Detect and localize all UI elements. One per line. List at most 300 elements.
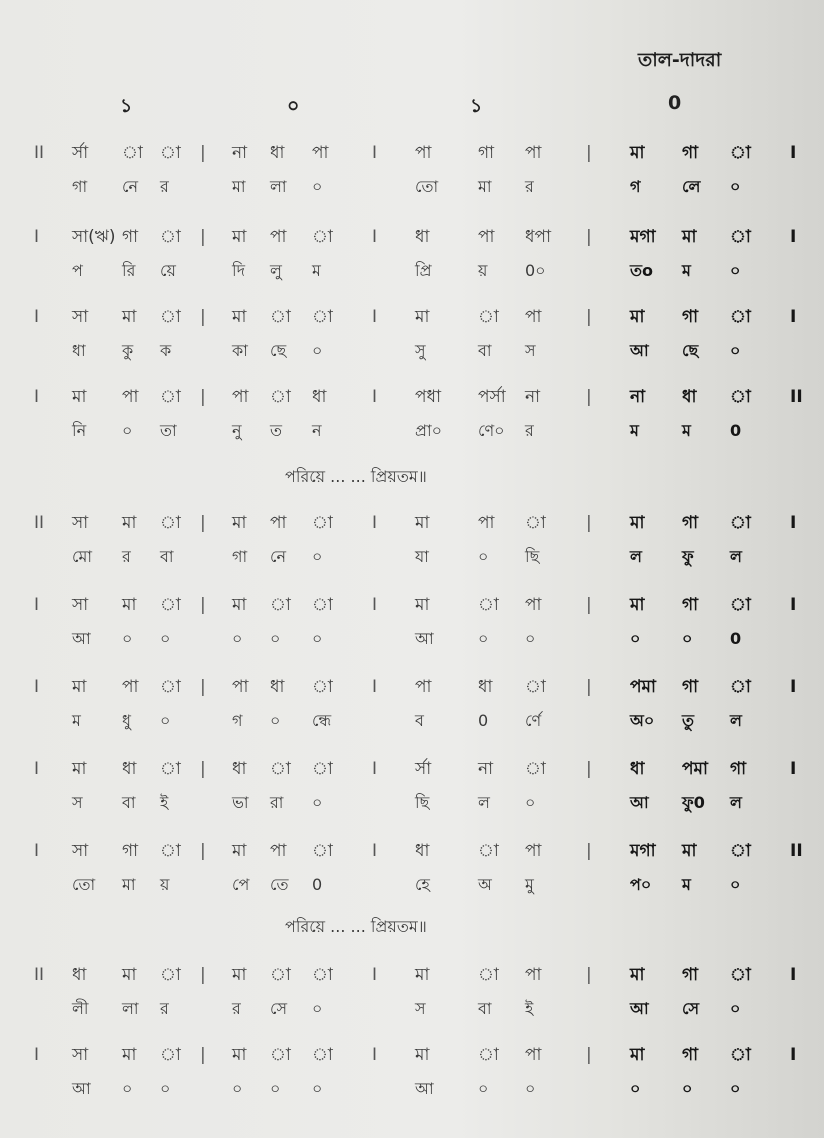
lyric-syllable: ০ [630,1079,641,1098]
swara-row [0,302,824,332]
swara-note: া [312,759,333,779]
lyric-syllable: ল [730,547,742,566]
interlude-text: পরিয়ে ... ... প্রিয়তম॥ [285,917,427,936]
lyric-syllable: য় [160,875,170,894]
lyric-syllable: 0 [730,629,742,648]
lyric-syllable: ০ [478,629,489,648]
bar-marker: | [586,307,592,327]
lyric-syllable: লা [270,177,287,196]
line-start-marker: II [34,143,45,163]
swara-note: মা [72,759,87,779]
lyric-syllable: গা [232,547,248,566]
lyric-syllable: ছে [270,341,287,360]
swara-note: ধা [270,677,285,697]
lyric-row [0,870,824,900]
swara-note: পা [525,841,542,861]
swara-note: মা [232,841,247,861]
swara-note: ধা [232,759,247,779]
swara-note: া [270,1045,291,1065]
lyric-syllable: তু [682,711,695,730]
beat-mark: ০ [287,95,300,117]
lyric-row [0,706,824,736]
swara-row [0,960,824,990]
swara-note: া [160,759,181,779]
lyric-syllable: ০ [312,341,323,360]
swara-note: মা [630,595,645,615]
bar-marker: I [372,1045,378,1065]
lyric-syllable: 0 [730,421,742,440]
swara-note: া [478,841,499,861]
swara-note: া [730,143,751,163]
interlude-text: পরিয়ে ... ... প্রিয়তম॥ [285,467,427,486]
swara-note: া [312,227,333,247]
line-end-marker: I [790,307,797,327]
lyric-syllable: ০ [312,1079,323,1098]
swara-note: পা [270,841,287,861]
lyric-syllable: যা [415,547,429,566]
notation-line [0,960,824,1040]
swara-note: গা [682,143,699,163]
line-start-marker: I [34,595,40,615]
swara-note: া [730,1045,751,1065]
swara-note: া [312,841,333,861]
beat-mark: 0 [668,92,682,114]
line-end-marker: II [790,387,803,407]
swara-note: ধা [630,759,645,779]
lyric-syllable: ০ [525,793,536,812]
swara-note: পা [525,1045,542,1065]
swara-note: মা [682,227,697,247]
swara-note: া [730,841,751,861]
lyric-syllable: র [160,999,169,1018]
swara-note: া [312,1045,333,1065]
lyric-syllable: ০ [730,341,741,360]
lyric-syllable: ০ [122,629,133,648]
notation-line [0,138,824,218]
swara-note: া [312,595,333,615]
lyric-syllable: প [72,261,83,280]
swara-row [0,754,824,784]
lyric-syllable: ০ [160,711,171,730]
bar-marker: | [200,227,206,247]
lyric-syllable: র [525,421,534,440]
lyric-syllable: ০ [122,1079,133,1098]
swara-note: পা [525,965,542,985]
lyric-syllable: ০ [630,629,641,648]
swara-note: পর্সা [478,387,506,407]
swara-note: মা [72,387,87,407]
swara-note: া [730,965,751,985]
swara-note: পা [478,227,495,247]
swara-note: পা [478,513,495,533]
swara-note: পা [525,307,542,327]
bar-marker: | [200,143,206,163]
swara-row [0,590,824,620]
swara-note: া [312,513,333,533]
swara-note: পা [415,677,432,697]
notation-line [0,590,824,670]
line-start-marker: I [34,1045,40,1065]
swara-note: া [525,513,546,533]
swara-note: পা [122,387,139,407]
swara-note: মা [415,595,430,615]
swara-note: পা [312,143,329,163]
line-end-marker: I [790,677,797,697]
swara-row [0,672,824,702]
swara-note: মা [232,965,247,985]
tala-heading: তাল-দাদরা [638,49,722,71]
bar-marker: | [200,307,206,327]
lyric-syllable: পে [232,875,250,894]
lyric-syllable: ব [415,711,424,730]
swara-note: পমা [682,759,708,779]
swara-note: া [478,307,499,327]
lyric-syllable: ল [478,793,490,812]
lyric-syllable: আ [415,1079,434,1098]
swara-note: া [730,307,751,327]
lyric-syllable: ম [682,875,691,894]
bar-marker: | [586,227,592,247]
lyric-syllable: য় [478,261,488,280]
swara-note: পা [525,595,542,615]
bar-marker: I [372,227,378,247]
lyric-syllable: গা [72,177,88,196]
line-end-marker: II [790,841,803,861]
swara-note: মগা [630,227,656,247]
swara-note: মা [415,1045,430,1065]
lyric-syllable: ফু0 [682,793,705,812]
swara-note: মা [122,307,137,327]
lyric-syllable: কু [122,341,134,360]
swara-note: মা [122,1045,137,1065]
swara-note: া [160,965,181,985]
swara-note: া [312,307,333,327]
swara-note: মা [682,841,697,861]
lyric-syllable: গ [232,711,243,730]
swara-row [0,836,824,866]
swara-note: গা [730,759,747,779]
lyric-syllable: ০ [312,999,323,1018]
bar-marker: | [586,677,592,697]
swara-note: মা [232,307,247,327]
lyric-syllable: সে [682,999,700,1018]
swara-note: া [730,677,751,697]
swara-note: ধা [72,965,87,985]
lyric-syllable: নু [232,421,242,440]
lyric-syllable: ল [730,793,742,812]
line-start-marker: II [34,965,45,985]
lyric-syllable: তো [415,177,439,196]
swara-note: মা [232,513,247,533]
swara-note: া [270,595,291,615]
line-end-marker: I [790,759,797,779]
lyric-syllable: আ [72,629,91,648]
bar-marker: | [586,513,592,533]
lyric-syllable: ম [682,421,691,440]
swara-note: গা [682,1045,699,1065]
bar-marker: | [200,595,206,615]
lyric-syllable: ০ [730,999,741,1018]
line-end-marker: I [790,965,797,985]
bar-marker: | [586,965,592,985]
lyric-syllable: বা [160,547,174,566]
lyric-syllable: ধা [72,341,86,360]
lyric-syllable: ম [72,711,81,730]
lyric-syllable: লী [72,999,89,1018]
swara-note: ধা [682,387,697,407]
lyric-syllable: তে [270,875,289,894]
swara-note: া [122,143,143,163]
line-end-marker: I [790,227,797,247]
lyric-syllable: ছে [682,341,699,360]
line-end-marker: I [790,513,797,533]
swara-note: র্সা [72,143,89,163]
lyric-syllable: হে [415,875,430,894]
lyric-syllable: ০ [478,1079,489,1098]
lyric-syllable: ভা [232,793,249,812]
lyric-syllable: য়ে [160,261,176,280]
lyric-row [0,1074,824,1104]
swara-note: মা [122,965,137,985]
lyric-syllable: ম [630,421,639,440]
swara-note: সা [72,595,89,615]
swara-note: সা [72,307,89,327]
swara-note: পা [525,143,542,163]
beat-mark: ১ [470,95,483,117]
lyric-syllable: মা [232,177,246,196]
lyric-row [0,788,824,818]
line-start-marker: I [34,677,40,697]
swara-note: সা [72,1045,89,1065]
swara-note: না [232,143,248,163]
line-start-marker: I [34,387,40,407]
bar-marker: | [586,1045,592,1065]
swara-note: গা [682,595,699,615]
notation-line [0,836,824,916]
lyric-syllable: ক [160,341,172,360]
swara-note: মা [630,513,645,533]
notation-line [0,382,824,462]
swara-note: া [160,595,181,615]
lyric-syllable: ০ [122,421,133,440]
lyric-syllable: 0 [478,711,489,730]
swara-note: ধা [312,387,327,407]
swara-note: া [160,143,181,163]
line-start-marker: I [34,759,40,779]
swara-note: া [478,595,499,615]
swara-note: ধা [415,841,430,861]
lyric-syllable: ০ [525,1079,536,1098]
lyric-syllable: বা [478,999,492,1018]
swara-note: মা [630,1045,645,1065]
lyric-syllable: প০ [630,875,652,894]
swara-note: া [270,965,291,985]
line-start-marker: I [34,841,40,861]
lyric-syllable: ছি [525,547,540,566]
swara-note: া [525,759,546,779]
notation-line [0,754,824,834]
lyric-syllable: প্রি [415,261,432,280]
swara-note: পা [232,677,249,697]
lyric-syllable: প্রা০ [415,421,442,440]
lyric-syllable: ০ [270,1079,281,1098]
swara-row [0,1040,824,1070]
swara-note: পধা [415,387,441,407]
lyric-syllable: অ [478,875,492,894]
lyric-syllable: সে [270,999,288,1018]
lyric-syllable: ধু [122,711,131,730]
lyric-row [0,994,824,1024]
lyric-syllable: ০ [478,547,489,566]
lyric-syllable: বা [478,341,492,360]
bar-marker: I [372,595,378,615]
lyric-syllable: নি [72,421,87,440]
swara-note: গা [122,227,139,247]
lyric-syllable: র্ণে [525,711,542,730]
swara-note: া [478,965,499,985]
swara-note: মা [232,227,247,247]
swara-note: মা [232,595,247,615]
swara-note: পা [122,677,139,697]
bar-marker: I [372,759,378,779]
lyric-syllable: র [122,547,131,566]
swara-note: ধা [122,759,137,779]
swara-note: মগা [630,841,656,861]
notation-line [0,222,824,302]
swara-note: মা [232,1045,247,1065]
bar-marker: I [372,143,378,163]
lyric-syllable: ন্ধে [312,711,332,730]
swara-note: গা [122,841,139,861]
swara-note: মা [72,677,87,697]
notation-line [0,1040,824,1120]
line-end-marker: I [790,1045,797,1065]
swara-note: া [160,387,181,407]
lyric-syllable: ল [730,711,742,730]
lyric-syllable: তো [72,875,96,894]
notation-line [0,508,824,588]
lyric-syllable: ০ [312,177,323,196]
swara-note: পা [270,227,287,247]
lyric-syllable: ০ [232,1079,243,1098]
lyric-syllable: ফু [682,547,694,566]
lyric-syllable: ন [312,421,322,440]
swara-row [0,222,824,252]
lyric-syllable: ০ [730,177,741,196]
bar-marker: I [372,677,378,697]
swara-note: া [312,677,333,697]
swara-note: মা [415,965,430,985]
swara-note: ধা [415,227,430,247]
swara-note: মা [630,965,645,985]
lyric-syllable: মু [525,875,534,894]
swara-note: না [525,387,541,407]
lyric-syllable: আ [415,629,434,648]
lyric-syllable: সু [415,341,426,360]
lyric-syllable: ০ [730,875,741,894]
swara-note: া [160,227,181,247]
lyric-row [0,336,824,366]
lyric-syllable: ০ [160,629,171,648]
swara-note: গা [478,143,495,163]
swara-note: ধপা [525,227,551,247]
lyric-row [0,256,824,286]
bar-marker: | [200,759,206,779]
swara-note: া [730,227,751,247]
swara-note: মা [630,307,645,327]
bar-marker: | [200,965,206,985]
swara-note: া [478,1045,499,1065]
lyric-syllable: ত [270,421,283,440]
line-end-marker: I [790,143,797,163]
lyric-syllable: আ [630,999,649,1018]
bar-marker: I [372,513,378,533]
lyric-syllable: ০ [312,547,323,566]
swara-note: া [270,759,291,779]
lyric-syllable: ০ [232,629,243,648]
bar-marker: I [372,841,378,861]
swara-note: সা [72,513,89,533]
swara-note: া [160,841,181,861]
bar-marker: I [372,965,378,985]
swara-note: ধা [270,143,285,163]
lyric-syllable: তা [160,421,177,440]
swara-note: া [270,307,291,327]
lyric-row [0,416,824,446]
lyric-syllable: র [525,177,534,196]
swara-note: সা(ঋ) [72,227,116,247]
lyric-syllable: আ [630,341,649,360]
lyric-syllable: আ [72,1079,91,1098]
bar-marker: | [586,841,592,861]
bar-marker: I [372,307,378,327]
bar-marker: | [586,759,592,779]
lyric-syllable: রি [122,261,136,280]
lyric-syllable: বা [122,793,136,812]
lyric-syllable: ০ [312,793,323,812]
swara-note: ধা [478,677,493,697]
lyric-syllable: ০ [682,629,693,648]
line-start-marker: II [34,513,45,533]
swara-note: গা [682,965,699,985]
lyric-syllable: র [160,177,169,196]
swara-note: মা [630,143,645,163]
lyric-syllable: ০ [312,629,323,648]
lyric-syllable: তo [630,261,653,280]
lyric-syllable: ছি [415,793,430,812]
swara-note: া [730,595,751,615]
swara-row [0,138,824,168]
lyric-syllable: লু [270,261,282,280]
line-end-marker: I [790,595,797,615]
lyric-syllable: ই [525,999,534,1018]
swara-note: সা [72,841,89,861]
swara-note: পা [232,387,249,407]
swara-row [0,382,824,412]
lyric-syllable: ০ [730,1079,741,1098]
swara-note: া [160,677,181,697]
lyric-syllable: ম [682,261,691,280]
swara-note: মা [415,513,430,533]
swara-note: মা [415,307,430,327]
lyric-syllable: মো [72,547,93,566]
lyric-syllable: ০ [682,1079,693,1098]
lyric-syllable: নে [270,547,287,566]
swara-note: পা [415,143,432,163]
swara-note: মা [122,513,137,533]
swara-note: র্সা [415,759,432,779]
swara-note: না [478,759,494,779]
